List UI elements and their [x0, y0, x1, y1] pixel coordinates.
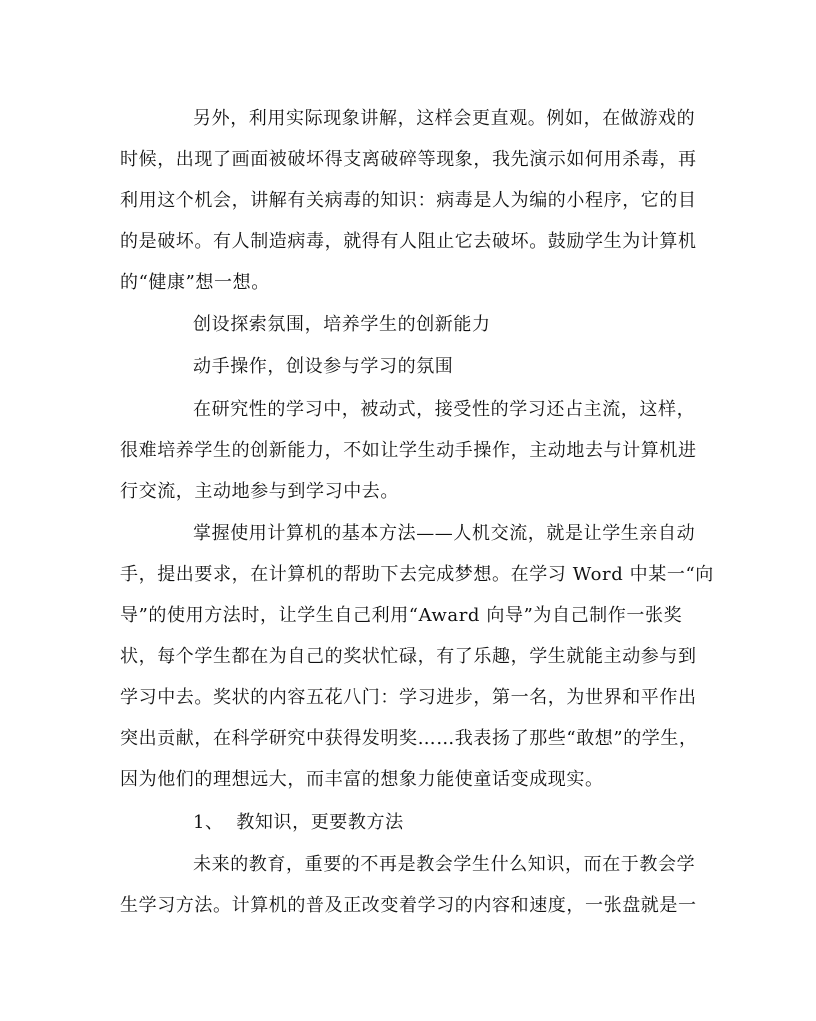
- paragraph-line: 的是破坏。有人制造病毒，就得有人阻止它去破坏。鼓励学生为计算机: [120, 231, 697, 252]
- paragraph-line: 生学习方法。计算机的普及正改变着学习的内容和速度，一张盘就是一: [120, 895, 697, 916]
- paragraph-line: 很难培养学生的创新能力，不如让学生动手操作，主动地去与计算机进: [120, 440, 697, 461]
- paragraph-line: 突出贡献，在科学研究中获得发明奖……我表扬了那些“敢想”的学生，: [120, 728, 698, 749]
- subsection-heading: 动手操作，创设参与学习的氛围: [193, 356, 454, 377]
- paragraph-line: 导”的使用方法时，让学生自己利用“Award 向导”为自己制作一张奖: [120, 605, 683, 626]
- paragraph-line: 掌握使用计算机的基本方法——人机交流，就是让学生亲自动: [193, 523, 696, 544]
- paragraph-line: 学习中去。奖状的内容五花八门：学习进步，第一名，为世界和平作出: [120, 687, 697, 708]
- paragraph-line: 手，提出要求，在计算机的帮助下去完成梦想。在学习 Word 中某一“向: [120, 564, 714, 585]
- section-heading: 创设探索氛围，培养学生的创新能力: [193, 314, 491, 335]
- paragraph-line: 的“健康”想一想。: [120, 272, 270, 293]
- paragraph-line: 另外，利用实际现象讲解，这样会更直观。例如，在做游戏的: [193, 108, 696, 129]
- paragraph-line: 因为他们的理想远大，而丰富的想象力能使童话变成现实。: [120, 769, 604, 790]
- paragraph-line: 时候，出现了画面被破坏得支离破碎等现象，我先演示如何用杀毒，再: [120, 149, 697, 170]
- paragraph-line: 未来的教育，重要的不再是教会学生什么知识，而在于教会学: [193, 854, 696, 875]
- paragraph-line: 行交流，主动地参与到学习中去。: [120, 481, 399, 502]
- paragraph-line: 在研究性的学习中，被动式，接受性的学习还占主流，这样，: [193, 399, 696, 420]
- numbered-heading: 1、 教知识，更要教方法: [193, 812, 404, 833]
- paragraph-line: 利用这个机会，讲解有关病毒的知识：病毒是人为编的小程序，它的目: [120, 190, 697, 211]
- paragraph-line: 状，每个学生都在为自己的奖状忙碌，有了乐趣，学生就能主动参与到: [120, 646, 697, 667]
